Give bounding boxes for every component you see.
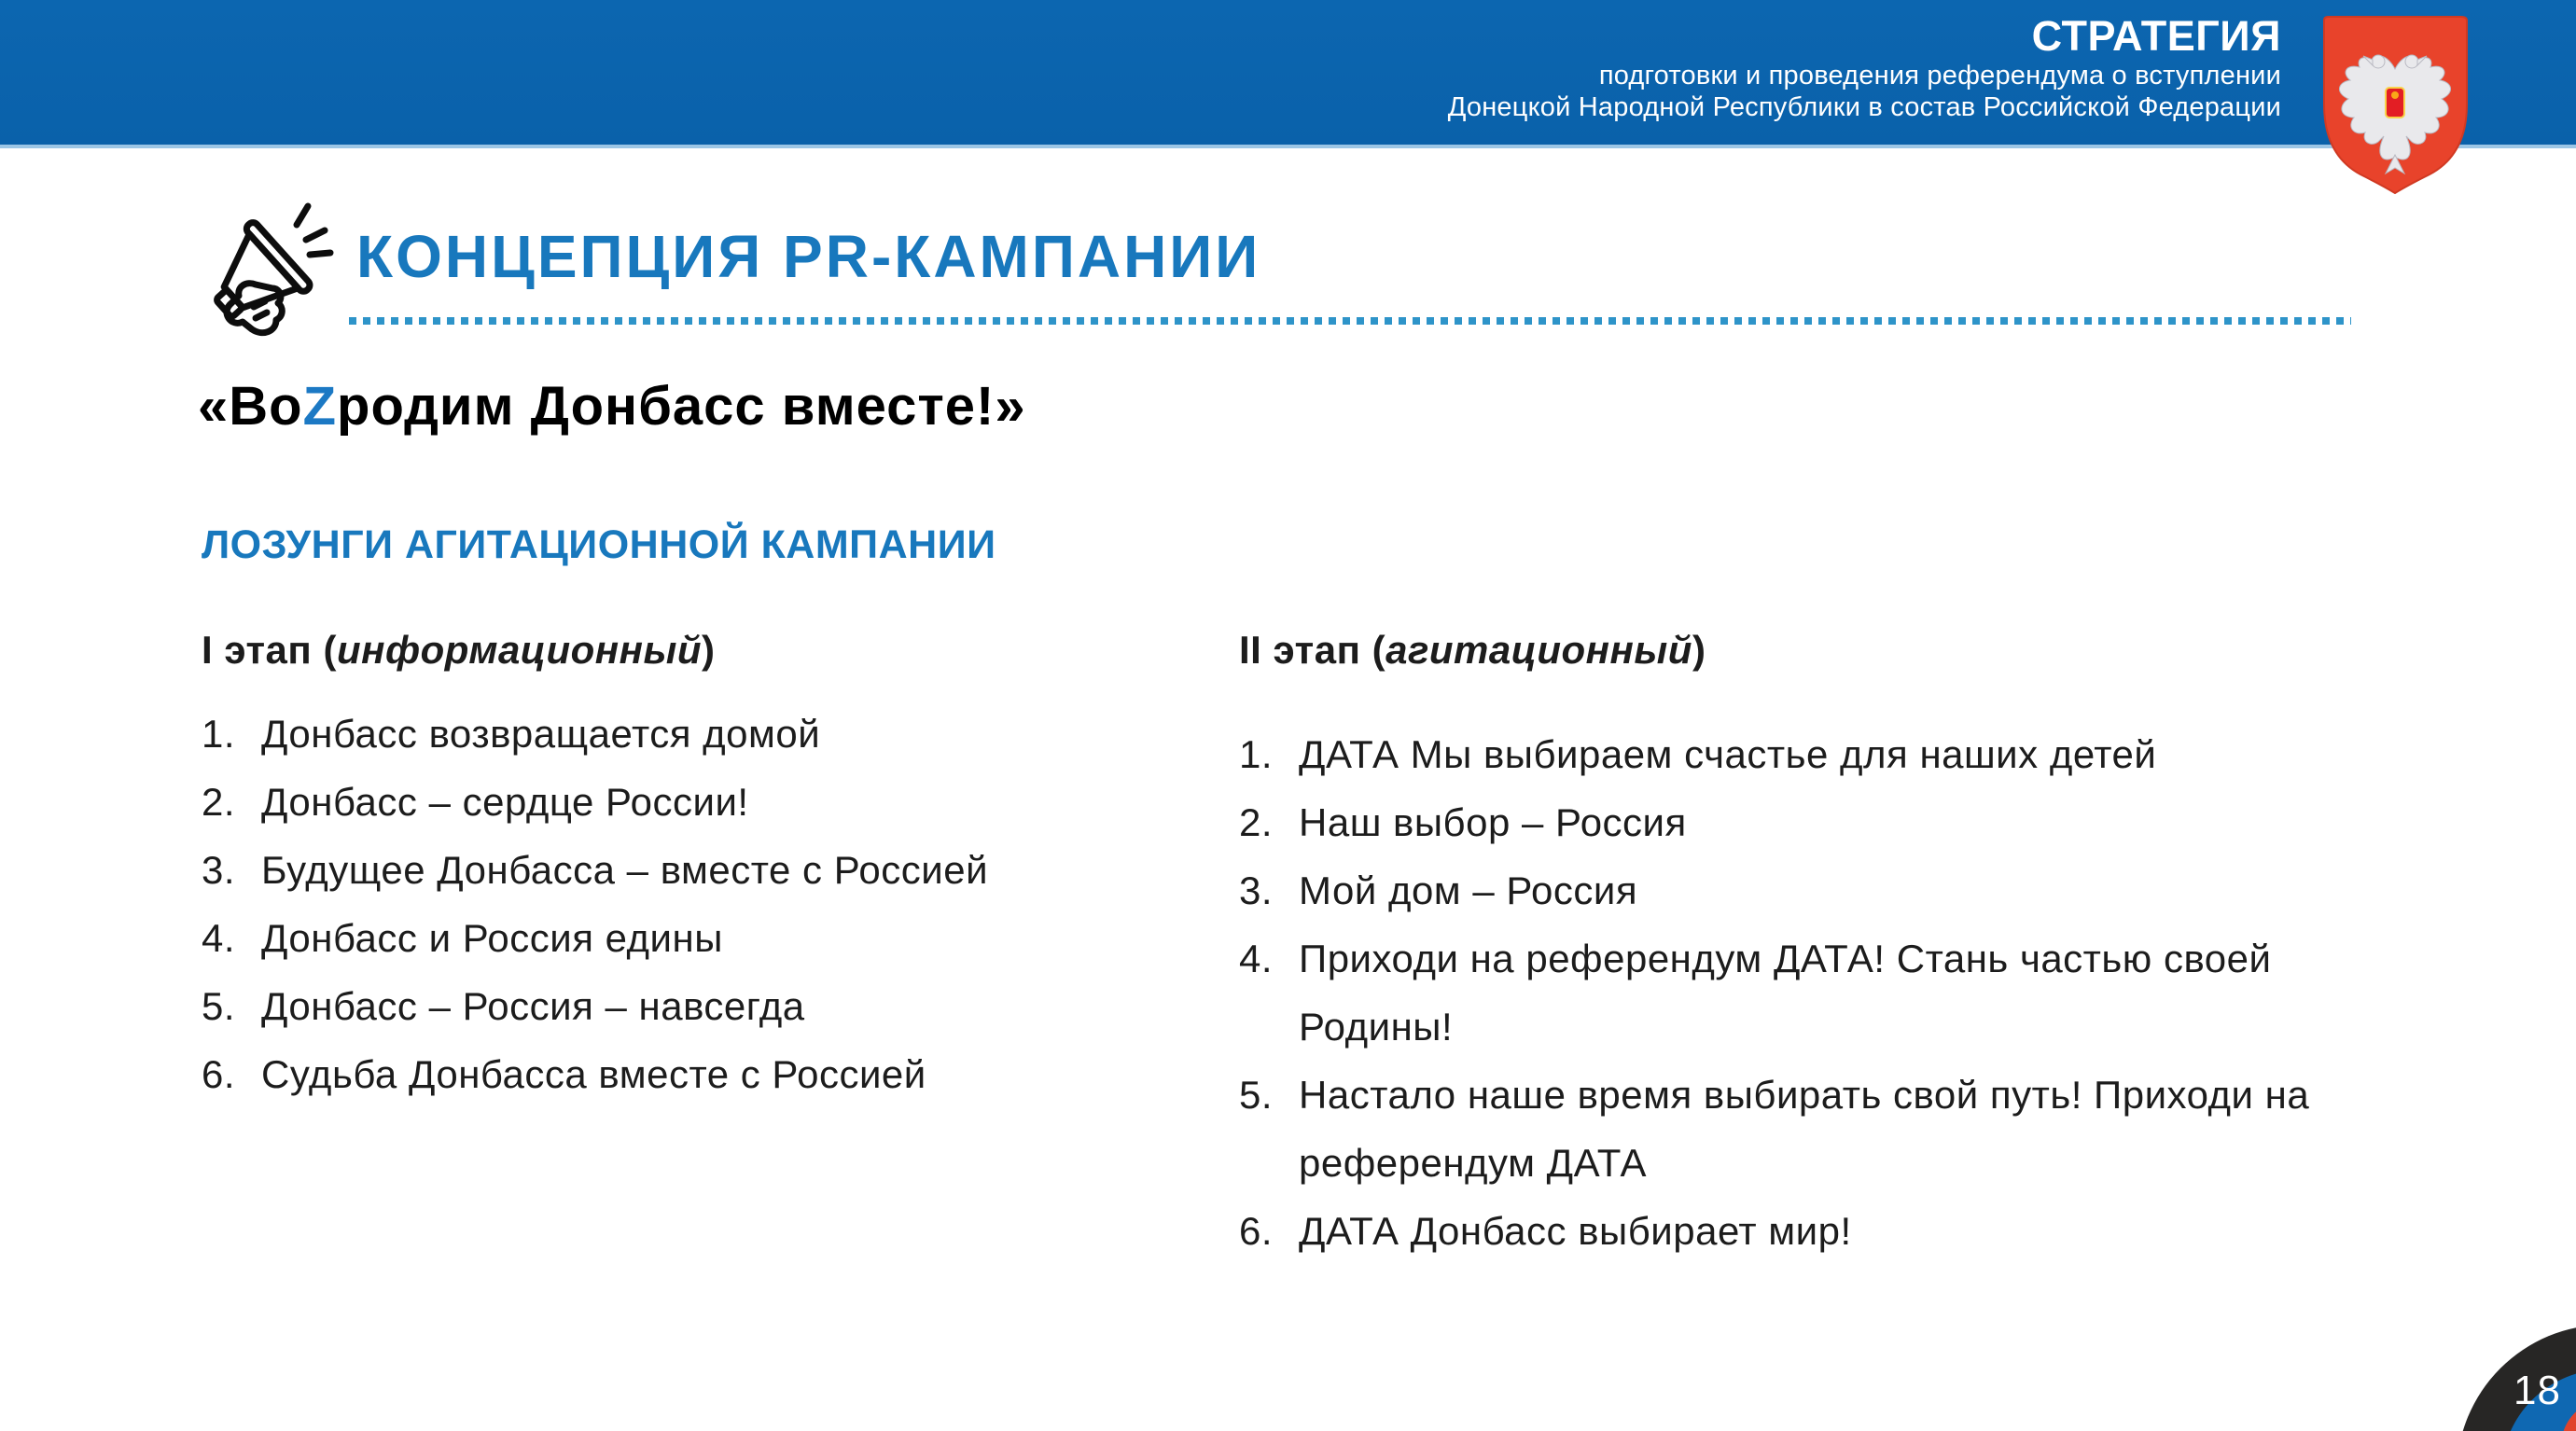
header-title: СТРАТЕГИЯ — [2031, 12, 2281, 60]
header-subtitle-line2: Донецкой Народной Республики в состав Российской Федерации — [1447, 92, 2281, 122]
page-number: 18 — [2513, 1368, 2561, 1413]
header-text-block — [1448, 13, 2281, 123]
list-item: ДАТА Мы выбираем счастье для наших детей — [1299, 732, 2157, 776]
list-item: Будущее Донбасса – вместе с Россией — [261, 848, 989, 892]
page-title: КОНЦЕПЦИЯ PR-КАМПАНИИ — [356, 223, 1261, 290]
stage-1-header — [202, 627, 1218, 674]
stage-1-header-suffix: ) — [702, 628, 716, 672]
list-item: Донбасс и Россия едины — [261, 916, 723, 960]
megaphone-icon — [196, 191, 336, 340]
section-heading: ЛОЗУНГИ АГИТАЦИОННОЙ КАМПАНИИ — [202, 522, 996, 567]
stage-1-column — [202, 627, 1218, 1108]
list-item: Мой дом – Россия — [1299, 868, 1638, 912]
stage-1-header-italic: информационный — [336, 628, 703, 672]
header-banner — [0, 0, 2576, 148]
dotted-divider — [349, 317, 2351, 325]
list-item: Донбасс возвращается домой — [261, 712, 821, 756]
header-subtitle-line1: подготовки и проведения референдума о вступлении — [1598, 61, 2281, 90]
list-item: Наш выбор – Россия — [1299, 800, 1687, 844]
stage-2-header-prefix: II этап ( — [1239, 628, 1386, 672]
stage-2-column — [1239, 627, 2331, 1265]
campaign-slogan — [198, 375, 1026, 438]
slogan-suffix: родим Донбасс вместе!» — [337, 376, 1026, 437]
list-item: Настало наше время выбирать свой путь! Приходи на референдум ДАТА — [1299, 1073, 2310, 1185]
stage-1-header-prefix: I этап ( — [202, 628, 337, 672]
list-item: Донбасс – Россия – навсегда — [261, 984, 805, 1028]
list-item: Судьба Донбасса вместе с Россией — [261, 1052, 926, 1096]
stage-1-slogan-list — [202, 700, 1218, 1108]
list-item: ДАТА Донбасс выбирает мир! — [1299, 1209, 1852, 1253]
slogan-z-letter: Z — [302, 376, 338, 437]
slogan-prefix: «Во — [198, 376, 303, 437]
dnr-coat-of-arms-icon — [2317, 15, 2472, 198]
stage-2-slogan-list — [1239, 720, 2331, 1265]
stage-2-header — [1239, 627, 2331, 674]
stage-2-header-suffix: ) — [1692, 628, 1706, 672]
list-item: Приходи на референдум ДАТА! Стань частью своей Родины! — [1299, 937, 2272, 1049]
stage-2-header-italic: агитационный — [1385, 628, 1692, 672]
list-item: Донбасс – сердце России! — [261, 780, 749, 824]
